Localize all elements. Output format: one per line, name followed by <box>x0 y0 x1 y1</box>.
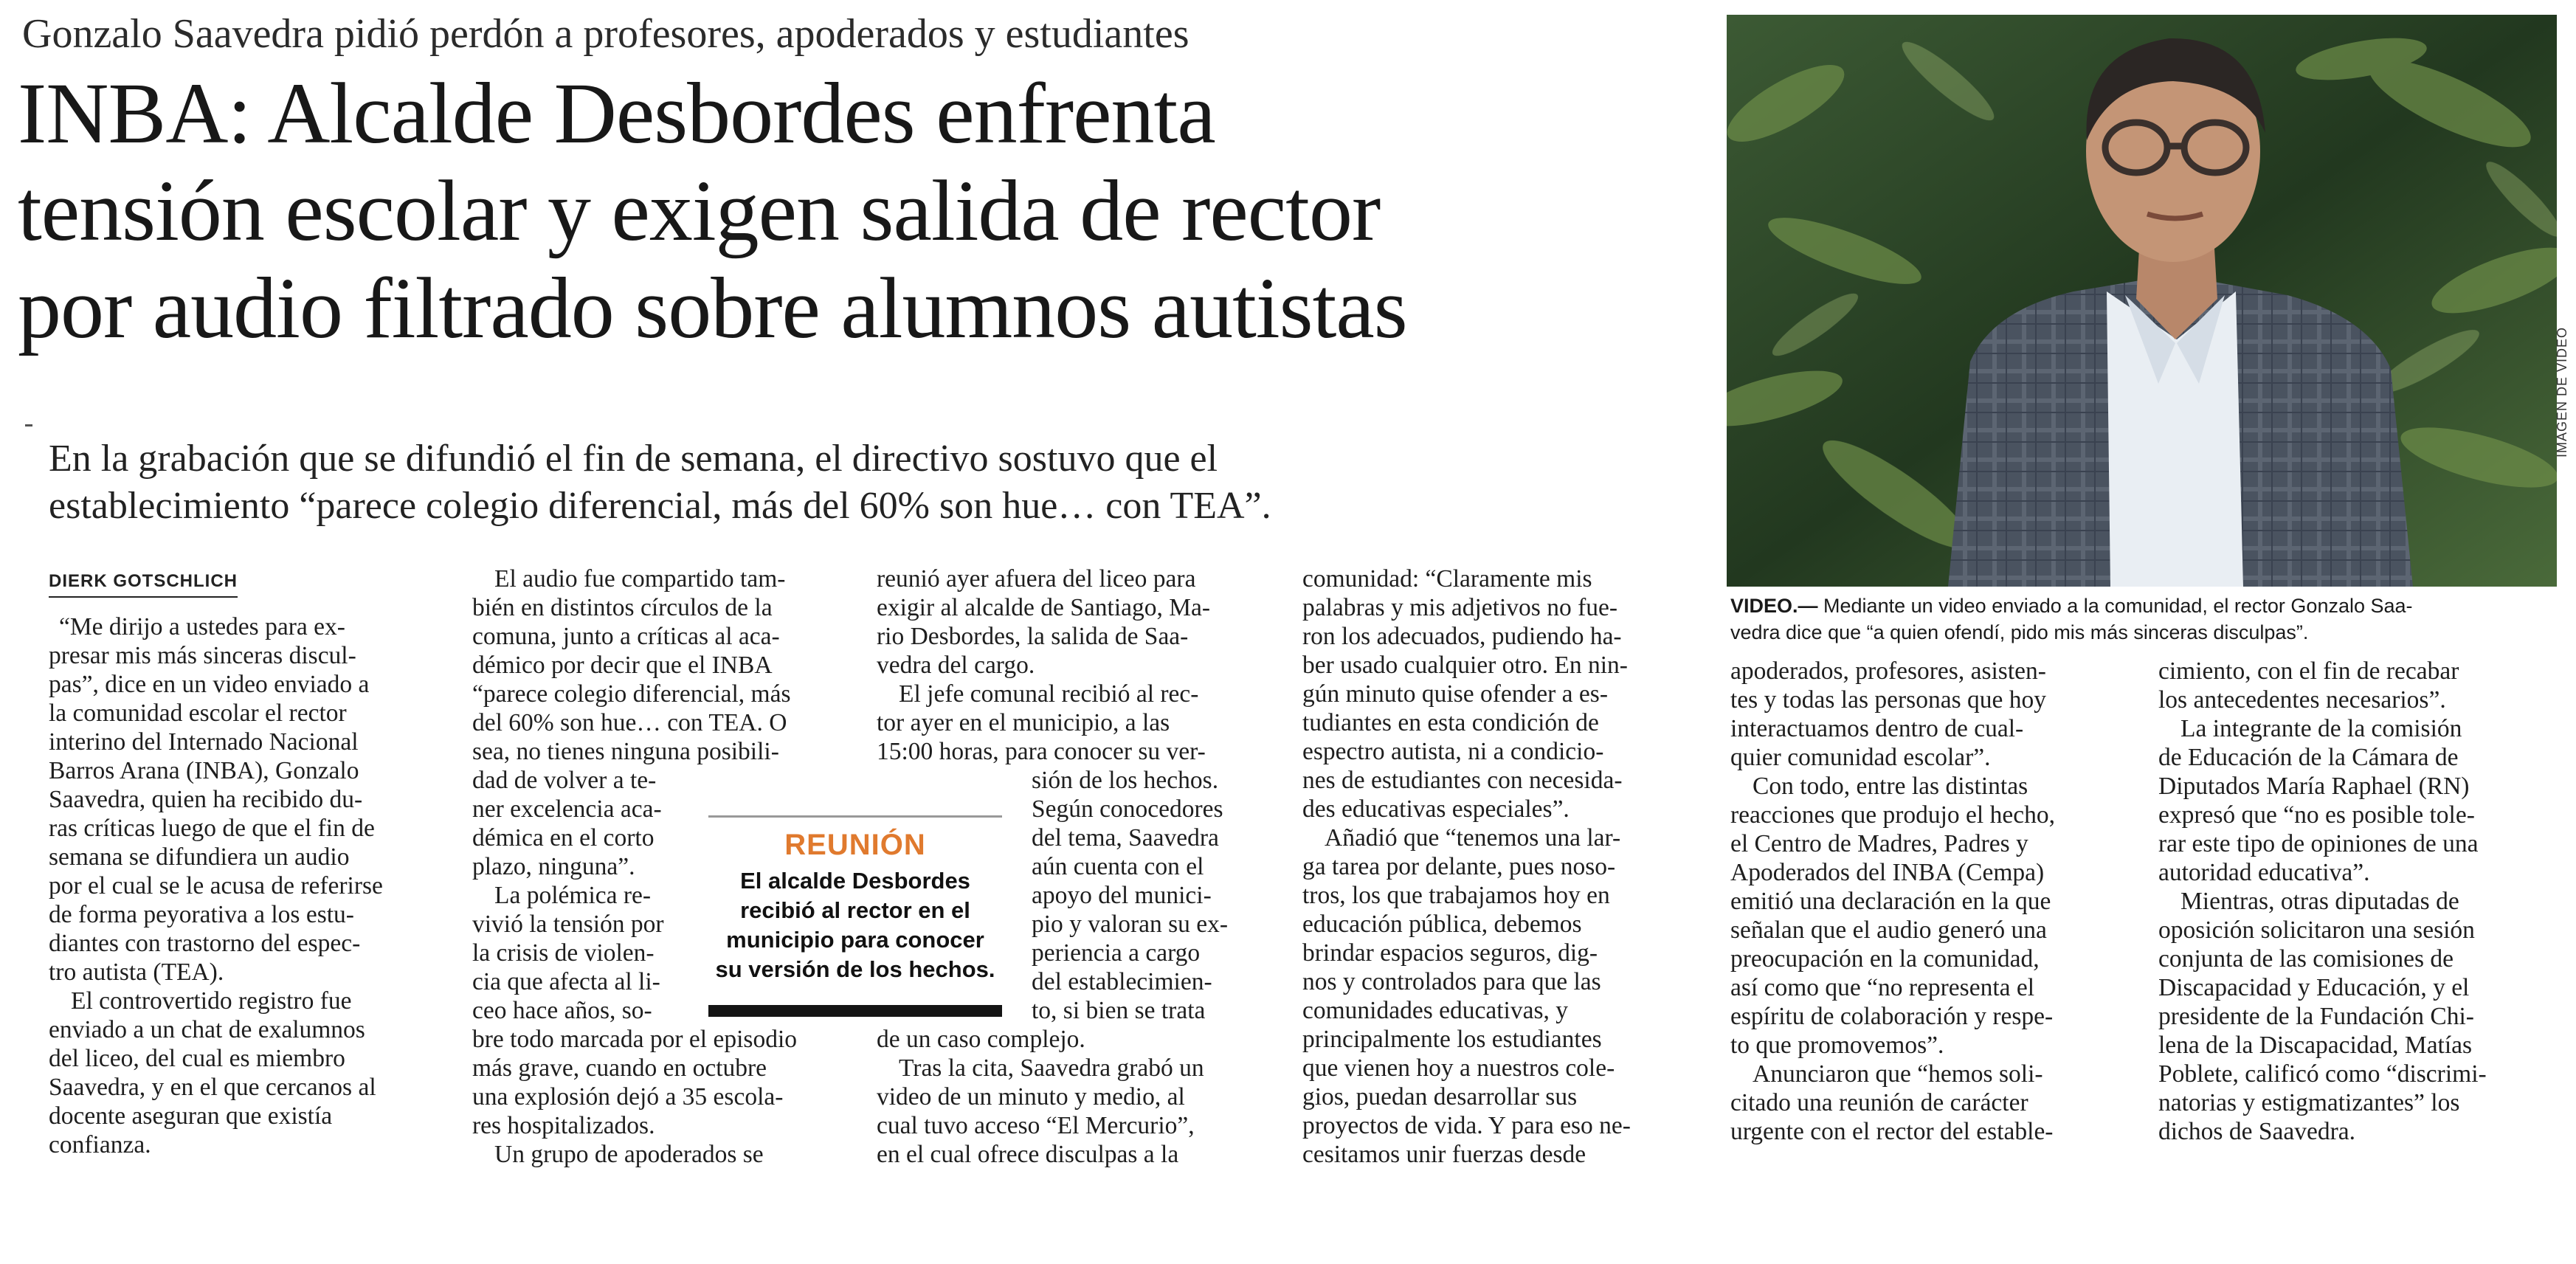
text-line: nes de estudiantes con necesida- <box>1302 767 1623 794</box>
body-column-1 <box>49 612 410 1159</box>
text-line: espectro autista, ni a condicio- <box>1302 738 1604 765</box>
text-line: reacciones que produjo el hecho, <box>1730 801 2055 829</box>
headline-line: INBA: Alcalde Desbordes enfrenta <box>18 65 1215 162</box>
text-line: quier comunidad escolar”. <box>1730 744 1991 771</box>
text-line: docente aseguran que existía <box>49 1102 333 1130</box>
headline-line: por audio filtrado sobre alumnos autistas <box>18 260 1407 356</box>
text-line: Un grupo de apoderados se <box>494 1141 764 1168</box>
caption-label: VIDEO.— <box>1730 595 1818 617</box>
text-line: Según conocedores <box>1032 795 1223 823</box>
text-line: “Me dirijo a ustedes para ex- <box>59 613 345 640</box>
body-column-5 <box>1730 657 2125 1146</box>
photo-credit: IMAGEN DE VIDEO <box>2555 326 2569 457</box>
text-line: Barros Arana (INBA), Gonzalo <box>49 757 359 784</box>
text-line: urgente con el rector del estable- <box>1730 1118 2054 1145</box>
text-line: “parece colegio diferencial, más <box>472 680 791 708</box>
text-line: ceo hace años, so- <box>472 997 652 1024</box>
text-line: tudiantes en esta condición de <box>1302 709 1599 736</box>
text-line: Tras la cita, Saavedra grabó un <box>899 1054 1204 1082</box>
caption-text: Mediante un video enviado a la comunidad, el rector Gonzalo Saa- <box>1817 595 2413 617</box>
text-line: bién en distintos círculos de la <box>472 594 773 621</box>
text-line: Anunciaron que “hemos soli- <box>1753 1060 2043 1088</box>
caption-text: vedra dice que “a quien ofendí, pido mis más sinceras disculpas”. <box>1730 621 2309 643</box>
text-line: plazo, ninguna”. <box>472 853 635 880</box>
text-line: tor ayer en el municipio, a las <box>877 709 1170 736</box>
article-deck <box>49 435 1598 530</box>
text-line: Discapacidad y Educación, y el <box>2158 974 2470 1001</box>
text-line: comunidad: “Claramente mis <box>1302 565 1592 593</box>
pullquote-line: El alcalde Desbordes <box>740 868 970 894</box>
text-line: cual tuvo acceso “El Mercurio”, <box>877 1112 1195 1139</box>
text-line: Poblete, calificó como “discrimi- <box>2158 1060 2487 1088</box>
byline: DIERK GOTSCHLICH <box>49 571 238 598</box>
text-line: de un caso complejo. <box>877 1026 1085 1053</box>
text-line: to que promovemos”. <box>1730 1032 1944 1059</box>
text-line: comunidades educativas, y <box>1302 997 1569 1024</box>
photo-illustration <box>1727 15 2557 587</box>
text-line: interino del Internado Nacional <box>49 728 359 756</box>
rector-photo <box>1727 15 2557 587</box>
pullquote-line: municipio para conocer <box>726 927 984 953</box>
text-line: tes y todas las personas que hoy <box>1730 686 2046 714</box>
text-line: aún cuenta con el <box>1032 853 1204 880</box>
text-line: periencia a cargo <box>1032 939 1201 967</box>
text-line: apoderados, profesores, asisten- <box>1730 657 2046 685</box>
text-line: así como que “no representa el <box>1730 974 2035 1001</box>
text-line: 15:00 horas, para conocer su ver- <box>877 738 1206 765</box>
pullquote-line: recibió al rector en el <box>740 897 970 923</box>
text-line: preocupación en la comunidad, <box>1730 945 2040 973</box>
text-line: presar mis más sinceras discul- <box>49 642 356 669</box>
text-line: sea, no tienes ninguna posibili- <box>472 738 779 765</box>
text-line: to, si bien se trata <box>1032 997 1206 1024</box>
text-line: cia que afecta al li- <box>472 968 660 995</box>
text-line: palabras y mis adjetivos no fue- <box>1302 594 1618 621</box>
text-line: démico por decir que el INBA <box>472 652 773 679</box>
text-line: Diputados María Raphael (RN) <box>2158 773 2470 800</box>
text-line: confianza. <box>49 1131 151 1158</box>
text-line: El controvertido registro fue <box>71 987 352 1015</box>
text-line: La polémica re- <box>494 882 652 909</box>
text-line: cimiento, con el fin de recabar <box>2158 657 2459 685</box>
text-line: autoridad educativa”. <box>2158 859 2370 886</box>
text-line: los antecedentes necesarios”. <box>2158 686 2446 714</box>
text-line: ga tarea por delante, pues noso- <box>1302 853 1616 880</box>
body-column-3 <box>877 564 1268 1169</box>
text-line: tros, los que trabajamos hoy en <box>1302 882 1610 909</box>
text-line: apoyo del munici- <box>1032 882 1212 909</box>
text-line: interactuamos dentro de cual- <box>1730 715 2024 742</box>
text-line: citado una reunión de carácter <box>1730 1089 2028 1116</box>
text-line: lena de la Discapacidad, Matías <box>2158 1032 2473 1059</box>
text-line: por el cual se le acusa de referirse <box>49 872 383 899</box>
text-line: expresó que “no es posible tole- <box>2158 801 2475 829</box>
text-line: tro autista (TEA). <box>49 959 224 986</box>
text-line: educación pública, debemos <box>1302 911 1582 938</box>
pullquote-line: su versión de los hechos. <box>715 956 995 982</box>
text-line: gún minuto quise ofender a es- <box>1302 680 1608 708</box>
text-line: Mientras, otras diputadas de <box>2180 888 2459 915</box>
text-line: más grave, cuando en octubre <box>472 1054 767 1082</box>
text-line: la comunidad escolar el rector <box>49 700 347 727</box>
text-line: proyectos de vida. Y para eso ne- <box>1302 1112 1631 1139</box>
text-line: pio y valoran su ex- <box>1032 911 1229 938</box>
text-line: vedra del cargo. <box>877 652 1035 679</box>
text-line: de Educación de la Cámara de <box>2158 744 2459 771</box>
text-line: presidente de la Fundación Chi- <box>2158 1003 2474 1030</box>
text-line: rar este tipo de opiniones de una <box>2158 830 2479 857</box>
text-line: semana se difundiera un audio <box>49 843 350 871</box>
text-line: ner excelencia aca- <box>472 795 662 823</box>
text-line: Con todo, entre las distintas <box>1753 773 2028 800</box>
deck-line: En la grabación que se difundió el fin de semana, el directivo sostuvo que el <box>49 438 1218 480</box>
text-line: que vienen hoy a nuestros cole- <box>1302 1054 1615 1082</box>
text-line: espíritu de colaboración y respe- <box>1730 1003 2054 1030</box>
text-line: dichos de Saavedra. <box>2158 1118 2355 1145</box>
text-line: démica en el corto <box>472 824 655 852</box>
text-line: emitió una declaración en la que <box>1730 888 2051 915</box>
article-kicker: Gonzalo Saavedra pidió perdón a profesores, apoderados y estudiantes <box>22 11 1189 57</box>
text-line: Saavedra, quien ha recibido du- <box>49 786 363 813</box>
text-line: video de un minuto y medio, al <box>877 1083 1185 1111</box>
text-line: nos y controlados para que las <box>1302 968 1601 995</box>
text-line: res hospitalizados. <box>472 1112 655 1139</box>
text-line: de forma peyorativa a los estu- <box>49 901 354 928</box>
text-line: cesitamos unir fuerzas desde <box>1302 1141 1586 1168</box>
text-line: enviado a un chat de exalumnos <box>49 1016 365 1043</box>
text-line: reunió ayer afuera del liceo para <box>877 565 1196 593</box>
photo-caption <box>1730 593 2553 646</box>
text-line: pas”, dice en un video enviado a <box>49 671 370 698</box>
article-headline <box>18 65 1715 357</box>
text-line: una explosión dejó a 35 escola- <box>472 1083 784 1111</box>
text-line: Añadió que “tenemos una lar- <box>1325 824 1621 852</box>
text-line: La integrante de la comisión <box>2180 715 2462 742</box>
text-line: exigir al alcalde de Santiago, Ma- <box>877 594 1211 621</box>
text-line: vivió la tensión por <box>472 911 664 938</box>
text-line: Apoderados del INBA (Cempa) <box>1730 859 2045 886</box>
text-line: El audio fue compartido tam- <box>494 565 786 593</box>
text-line: del establecimien- <box>1032 968 1212 995</box>
text-line: conjunta de las comisiones de <box>2158 945 2454 973</box>
pullquote-title: REUNIÓN <box>784 829 926 861</box>
headline-line: tensión escolar y exigen salida de rector <box>18 162 1381 259</box>
body-column-6 <box>2158 657 2553 1146</box>
text-line: El jefe comunal recibió al rec- <box>899 680 1199 708</box>
text-line: sión de los hechos. <box>1032 767 1219 794</box>
text-line: en el cual ofrece disculpas a la <box>877 1141 1179 1168</box>
text-line: señalan que el audio generó una <box>1730 916 2047 944</box>
body-column-4 <box>1302 564 1697 1169</box>
text-line: comuna, junto a críticas al aca- <box>472 623 780 650</box>
text-line: ber usado cualquier otro. En nin- <box>1302 652 1628 679</box>
text-line: natorias y estigmatizantes” los <box>2158 1089 2460 1116</box>
text-line: Saavedra, y en el que cercanos al <box>49 1074 376 1101</box>
text-line: del tema, Saavedra <box>1032 824 1219 852</box>
text-line: del 60% son hue… con TEA. O <box>472 709 787 736</box>
text-line: del liceo, del cual es miembro <box>49 1045 345 1072</box>
text-line: ras críticas luego de que el fin de <box>49 815 375 842</box>
text-line: des educativas especiales”. <box>1302 795 1570 823</box>
text-line: oposición solicitaron una sesión <box>2158 916 2475 944</box>
text-line: gios, puedan desarrollar sus <box>1302 1083 1578 1111</box>
text-line: principalmente los estudiantes <box>1302 1026 1602 1053</box>
text-line: el Centro de Madres, Padres y <box>1730 830 2028 857</box>
text-line: la crisis de violen- <box>472 939 655 967</box>
deck-line: establecimiento “parece colegio diferencial, más del 60% son hue… con TEA”. <box>49 485 1271 527</box>
text-line: diantes con trastorno del espec- <box>49 930 361 957</box>
text-line: rio Desbordes, la salida de Saa- <box>877 623 1189 650</box>
text-line: dad de volver a te- <box>472 767 657 794</box>
text-line: brindar espacios seguros, dig- <box>1302 939 1598 967</box>
text-line: ron los adecuados, pudiendo ha- <box>1302 623 1622 650</box>
deck-marker <box>25 424 32 426</box>
text-line: bre todo marcada por el episodio <box>472 1026 797 1053</box>
